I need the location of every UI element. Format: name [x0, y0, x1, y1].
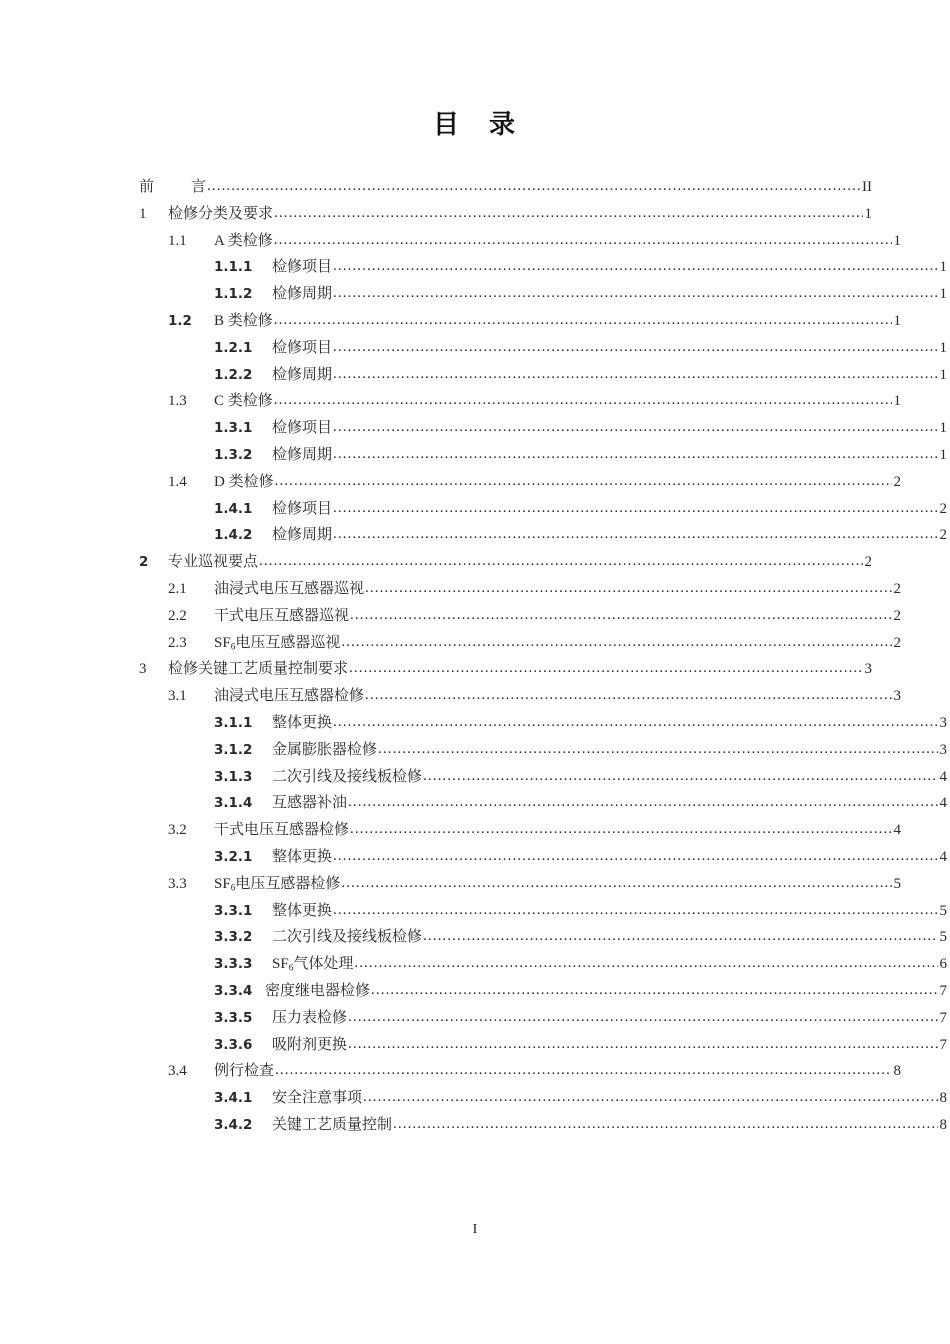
toc-entry-number: 3.1.3	[214, 768, 253, 785]
toc-leader-dots	[333, 362, 937, 388]
toc-leader-dots	[341, 871, 891, 897]
toc-entry-title: D 类检修	[214, 473, 274, 490]
toc-entry[interactable]	[139, 737, 947, 764]
toc-entry[interactable]	[139, 174, 872, 201]
toc-entry[interactable]	[139, 790, 947, 817]
toc-entry-title: C 类检修	[214, 393, 273, 410]
toc-entry[interactable]	[139, 924, 947, 951]
toc-leader-dots	[348, 1005, 937, 1031]
toc-entry-page-number: 4	[939, 795, 947, 812]
sf6-formula: $SF_6$	[214, 634, 236, 653]
toc-entry[interactable]	[139, 522, 947, 549]
toc-entry-number: 3.4.1	[214, 1090, 253, 1107]
toc-entry[interactable]	[139, 254, 947, 281]
toc-entry-page-number: II	[862, 179, 872, 195]
toc-entry-page-number: 1	[939, 339, 947, 356]
toc-entry[interactable]	[139, 978, 947, 1005]
toc-leader-dots	[341, 630, 891, 656]
subscript-6: 6	[288, 963, 294, 974]
toc-entry-number: 1	[139, 205, 147, 222]
table-of-contents	[139, 174, 947, 1139]
toc-entry-number: 3.3.6	[214, 1036, 253, 1053]
toc-entry-number: 3.1	[168, 688, 187, 705]
toc-entry-number: 3.4	[168, 1063, 187, 1080]
toc-entry-number: 3.3	[168, 875, 187, 892]
toc-entry-title: 干式电压互感器巡视	[214, 607, 350, 624]
toc-entry-number: 2.3	[168, 634, 187, 651]
toc-entry-page-number: 2	[864, 554, 872, 571]
subscript-6: 6	[230, 642, 236, 653]
toc-entry[interactable]	[139, 549, 872, 576]
toc-entry-title: 安全注意事项	[272, 1090, 363, 1107]
toc-entry-title: 油浸式电压互感器检修	[214, 688, 365, 705]
toc-entry-title: 检修项目	[272, 259, 333, 276]
toc-entry[interactable]	[139, 764, 947, 791]
toc-entry[interactable]	[139, 817, 901, 844]
toc-entry[interactable]	[139, 1058, 901, 1085]
toc-entry[interactable]	[139, 844, 947, 871]
toc-entry[interactable]	[139, 683, 901, 710]
toc-leader-dots	[275, 1058, 891, 1084]
toc-entry-number: 前	[139, 179, 155, 195]
toc-leader-dots	[333, 496, 937, 522]
toc-entry-page-number: 5	[939, 902, 947, 919]
toc-entry-number: 2	[139, 554, 149, 571]
toc-entry-title: $SF_6$气体处理	[272, 956, 354, 974]
toc-entry-number: 1.1.2	[214, 286, 253, 303]
toc-entry[interactable]	[139, 201, 872, 228]
toc-entry-page-number: 3	[893, 688, 901, 705]
toc-entry[interactable]	[139, 1085, 947, 1112]
toc-leader-dots	[274, 228, 892, 254]
toc-entry[interactable]	[139, 308, 901, 335]
toc-entry[interactable]	[139, 576, 901, 603]
toc-entry-number: 1.4.2	[214, 527, 253, 544]
toc-entry-title: 检修项目	[272, 339, 333, 356]
toc-leader-dots	[371, 978, 937, 1004]
toc-entry-page-number: 3	[939, 741, 947, 758]
toc-entry-number: 3.1.1	[214, 714, 253, 731]
toc-leader-dots	[274, 388, 892, 414]
toc-entry-page-number: 2	[893, 473, 901, 490]
toc-entry-title: 检修项目	[272, 500, 333, 517]
toc-entry[interactable]	[139, 630, 901, 657]
sf6-formula: $SF_6$	[214, 875, 236, 894]
toc-entry-number: 1.1	[168, 232, 187, 249]
toc-entry-number: 3	[139, 661, 147, 678]
toc-leader-dots	[365, 683, 891, 709]
toc-entry-number: 1.2.2	[214, 366, 253, 383]
toc-leader-dots	[333, 710, 937, 736]
toc-entry-title: 油浸式电压互感器巡视	[214, 580, 365, 597]
toc-entry-page-number: 2	[939, 527, 947, 544]
toc-entry[interactable]	[139, 898, 947, 925]
toc-entry-number: 3.3.3	[214, 956, 253, 973]
toc-entry-title: 检修项目	[272, 420, 333, 437]
toc-entry-page-number: 1	[939, 366, 947, 383]
toc-leader-dots	[349, 656, 862, 682]
toc-entry-page-number: 2	[893, 634, 901, 651]
toc-entry-title: 压力表检修	[272, 1009, 348, 1026]
toc-entry-title: 检修周期	[272, 366, 333, 383]
toc-entry[interactable]	[139, 1112, 947, 1139]
toc-entry[interactable]	[139, 710, 947, 737]
toc-entry-title: 二次引线及接线板检修	[272, 768, 423, 785]
toc-entry-title: 检修分类及要求	[168, 205, 274, 222]
toc-entry-title: 整体更换	[272, 714, 333, 731]
toc-leader-dots	[275, 469, 892, 495]
toc-entry[interactable]	[139, 415, 947, 442]
toc-entry-number: 1.3.1	[214, 420, 253, 437]
toc-entry-page-number: 1	[939, 446, 947, 463]
toc-entry-number: 3.3.5	[214, 1009, 253, 1026]
footer-page-number: I	[472, 1222, 478, 1237]
toc-leader-dots	[333, 281, 937, 307]
toc-entry-page-number: 1	[939, 420, 947, 437]
toc-entry-title: 言	[191, 179, 207, 195]
toc-leader-dots	[423, 764, 937, 790]
toc-entry-title: 干式电压互感器检修	[214, 822, 350, 839]
toc-leader-dots	[333, 335, 937, 361]
toc-entry-number: 2.1	[168, 580, 187, 597]
toc-entry-page-number: 7	[939, 1036, 947, 1053]
toc-entry-number: 1.2.1	[214, 339, 253, 356]
toc-leader-dots	[333, 522, 937, 548]
toc-entry-page-number: 1	[939, 259, 947, 276]
toc-entry-title: 检修周期	[272, 446, 333, 463]
toc-entry-number: 1.4	[168, 473, 187, 490]
toc-entry-number: 1.3	[168, 393, 187, 410]
toc-entry-title: $SF_6$电压互感器检修	[214, 875, 341, 894]
toc-entry-page-number: 8	[939, 1090, 947, 1107]
toc-entry-title: A 类检修	[214, 232, 273, 249]
toc-leader-dots	[333, 254, 937, 280]
toc-leader-dots	[348, 1032, 937, 1058]
toc-leader-dots	[333, 844, 937, 870]
toc-leader-dots	[350, 817, 891, 843]
toc-entry-title: 检修周期	[272, 527, 333, 544]
toc-entry-number: 3.4.2	[214, 1116, 253, 1133]
toc-entry[interactable]	[139, 603, 901, 630]
toc-entry[interactable]	[139, 362, 947, 389]
toc-entry-title: 检修周期	[272, 286, 333, 303]
toc-entry-page-number: 8	[939, 1116, 947, 1133]
toc-entry-number: 3.2.1	[214, 848, 253, 865]
toc-entry-title: 整体更换	[272, 902, 333, 919]
toc-entry-title: B 类检修	[214, 312, 273, 329]
toc-leader-dots	[274, 201, 862, 227]
toc-entry-number: 3.3.1	[214, 902, 253, 919]
toc-entry-page-number: 2	[893, 607, 901, 624]
subscript-6: 6	[230, 883, 236, 894]
page-title: 目 录	[432, 110, 517, 140]
toc-entry[interactable]	[139, 388, 901, 415]
toc-entry[interactable]	[139, 228, 901, 255]
toc-entry-page-number: 1	[893, 393, 901, 410]
toc-entry-page-number: 4	[939, 768, 947, 785]
toc-entry-page-number: 2	[893, 580, 901, 597]
toc-entry-page-number: 4	[893, 822, 901, 839]
toc-entry-title: 专业巡视要点	[168, 554, 259, 571]
toc-entry-number: 1.2	[168, 312, 192, 329]
toc-entry-number: 1.3.2	[214, 446, 253, 463]
toc-entry[interactable]	[139, 871, 901, 898]
toc-entry[interactable]	[139, 469, 901, 496]
toc-entry-number: 3.2	[168, 822, 187, 839]
toc-entry[interactable]	[139, 442, 947, 469]
toc-entry-title: 密度继电器检修	[265, 982, 371, 999]
toc-entry-page-number: 8	[893, 1063, 901, 1080]
toc-leader-dots	[423, 924, 937, 950]
toc-entry[interactable]	[139, 1032, 947, 1059]
toc-entry-number: 3.3.4	[214, 982, 253, 999]
toc-entry-page-number: 5	[893, 875, 901, 892]
toc-entry-number: 1.4.1	[214, 500, 253, 517]
toc-entry-page-number: 1	[939, 286, 947, 303]
toc-leader-dots	[348, 790, 937, 816]
toc-leader-dots	[350, 603, 891, 629]
toc-entry-number: 3.1.4	[214, 795, 253, 812]
toc-entry-title: 金属膨胀器检修	[272, 741, 378, 758]
toc-entry-page-number: 4	[939, 848, 947, 865]
toc-entry-number: 3.1.2	[214, 741, 253, 758]
toc-entry-title: $SF_6$电压互感器巡视	[214, 634, 341, 653]
toc-leader-dots	[333, 415, 937, 441]
toc-leader-dots	[333, 898, 937, 924]
toc-leader-dots	[354, 951, 937, 977]
toc-leader-dots	[393, 1112, 937, 1138]
toc-entry-title: 检修关键工艺质量控制要求	[168, 661, 349, 678]
toc-entry-title: 吸附剂更换	[272, 1036, 348, 1053]
toc-entry-title: 整体更换	[272, 848, 333, 865]
toc-entry-title: 关键工艺质量控制	[272, 1116, 393, 1133]
toc-entry-page-number: 7	[939, 1009, 947, 1026]
toc-entry-page-number: 5	[939, 929, 947, 946]
toc-entry-page-number: 3	[864, 661, 872, 678]
toc-entry-page-number: 1	[864, 205, 872, 222]
toc-leader-dots	[274, 308, 892, 334]
toc-entry[interactable]	[139, 951, 947, 978]
toc-entry-title: 例行检查	[214, 1063, 275, 1080]
toc-leader-dots	[363, 1085, 937, 1111]
toc-entry-title: 互感器补油	[272, 795, 348, 812]
toc-entry-page-number: 7	[939, 982, 947, 999]
toc-leader-dots	[365, 576, 891, 602]
toc-entry-number: 1.1.1	[214, 259, 253, 276]
toc-leader-dots	[207, 174, 860, 200]
toc-entry-page-number: 1	[893, 232, 901, 249]
toc-entry-page-number: 6	[939, 956, 947, 973]
toc-entry-page-number: 1	[893, 312, 901, 329]
toc-entry-page-number: 2	[939, 500, 947, 517]
toc-entry[interactable]	[139, 335, 947, 362]
toc-entry-title: 二次引线及接线板检修	[272, 929, 423, 946]
toc-entry-page-number: 3	[939, 714, 947, 731]
toc-leader-dots	[333, 442, 937, 468]
toc-entry-number: 2.2	[168, 607, 187, 624]
toc-entry[interactable]	[139, 656, 872, 683]
toc-entry[interactable]	[139, 496, 947, 523]
toc-entry-number: 3.3.2	[214, 929, 253, 946]
toc-entry[interactable]	[139, 1005, 947, 1032]
toc-leader-dots	[378, 737, 937, 763]
toc-entry[interactable]	[139, 281, 947, 308]
sf6-formula: $SF_6$	[272, 956, 294, 974]
toc-leader-dots	[259, 549, 862, 575]
